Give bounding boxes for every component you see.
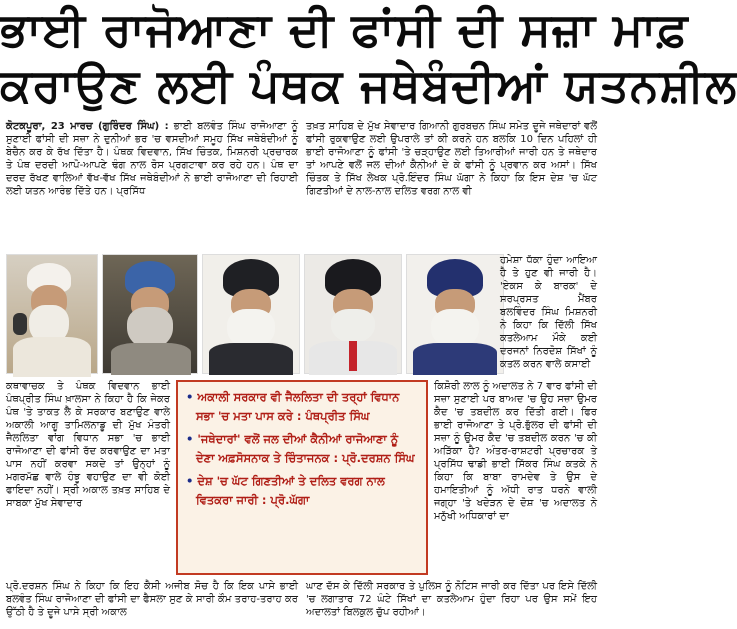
- paragraph-text: ਪ੍ਰੋ.ਦਰਸ਼ਨ ਸਿੰਘ ਨੇ ਕਿਹਾ ਕਿ ਇਹ ਕੈਸੀ ਅਜੀਬ ਸੋਚ ਹੈ ਕਿ ਇਕ ਪਾਸੇ ਭਾਈ ਬਲਵੰਤ ਸਿੰਘ ਰਾਜੋਆਣਾ ਦੀ ਫਾਂਸੀ ਦਾ ਫੈਸਲਾ ਸੁਣ ਕੇ ਸਾਰੀ ਕੌਮ ਤਰਾਹ-ਤਰਾਹ ਕਰ ਉੱਠੀ ਹੈ ਤੇ ਦੂਜੇ ਪਾਸੇ ਸ੍ਰੀ ਅਕਾਲ: [6, 581, 298, 618]
- headline-line-2: ਕਰਾਉਣ ਲਈ ਪੰਥਕ ਜਥੇਬੰਦੀਆਂ ਯਤਨਸ਼ੀਲ: [0, 58, 737, 112]
- paragraph-text: ਕਥਾਵਾਚਕ ਤੇ ਪੰਥਕ ਵਿਦਵਾਨ ਭਾਈ ਪੰਥਪ੍ਰੀਤ ਸਿੰਘ ਖ਼ਾਲਸਾ ਨੇ ਕਿਹਾ ਹੈ ਕਿ ਜੇਕਰ ਪੰਥ 'ਤੇ ਤਾਕਤ ਲੈ ਕੇ ਸਰਕਾਰ ਬਣਾਉਣ ਵਾਲੇ ਅਕਾਲੀ ਆਗੂ ਤਾਮਿਲਨਾਡੂ ਦੀ ਮੁੱਖ ਮੰਤਰੀ ਜੈਲਲਿਤਾ ਵਾਂਗ ਵਿਧਾਨ ਸਭਾ 'ਚ ਭਾਈ ਰਾਜੋਆਣਾ ਦੀ ਫਾਂਸੀ ਰੱਦ ਕਰਵਾਉਣ ਦਾ ਮਤਾ ਪਾਸ ਨਹੀਂ ਕਰਵਾ ਸਕਦੇ ਤਾਂ ਉਨ੍ਹਾਂ ਨੂੰ ਮਗਰਮੱਛ ਵਾਲੇ ਹੰਝੂ ਵਹਾਉਣ ਦਾ ਵੀ ਕੋਈ ਫਾਇਦਾ ਨਹੀਂ। ਸ੍ਰੀ ਅਕਾਲ ਤਖ਼ਤ ਸਾਹਿਬ ਦੇ ਸਾਬਕਾ ਮੁੱਖ ਸੇਵਾਦਾਰ: [6, 381, 170, 509]
- article-column-bottom-left: [6, 380, 170, 576]
- microphone-icon: [13, 313, 27, 335]
- photo-person-2: [102, 254, 198, 374]
- bullet-icon: •: [186, 432, 194, 446]
- photo-speaker: [6, 254, 98, 374]
- article-column-top-right: [306, 120, 597, 248]
- pullquote-box: [176, 380, 428, 575]
- photo-person-3: [202, 254, 300, 374]
- pullquote-3: • ਦੇਸ਼ 'ਚ ਘੱਟ ਗਿਣਤੀਆਂ ਤੇ ਦਲਿਤ ਵਰਗ ਨਾਲ ਵਿਤਕਰਾ ਜਾਰੀ : ਪ੍ਰੋ.ਘੱਗਾ: [186, 474, 385, 507]
- dateline: ਕੋਟਕਪੂਰਾ, 23 ਮਾਰਚ (ਗੁਰਿੰਦਰ ਸਿੰਘ) :: [6, 121, 169, 132]
- article-column-top-left: [6, 120, 298, 248]
- bullet-icon: •: [186, 474, 194, 488]
- headline-line-1: ਭਾਈ ਰਾਜੋਆਣਾ ਦੀ ਫਾਂਸੀ ਦੀ ਸਜ਼ਾ ਮਾਫ਼: [0, 2, 689, 56]
- paragraph-text: ਹਮੇਸ਼ਾ ਧੱਕਾ ਹੁੰਦਾ ਆਇਆ ਹੈ ਤੇ ਹੁਣ ਵੀ ਜਾਰੀ ਹੈ। 'ਏਕਸ ਕੇ ਬਾਰਕ' ਦੇ ਸਰਪ੍ਰਸਤ ਮੈਂਬਰ ਬਲਵਿੰਦਰ ਸਿੰਘ ਮਿਸ਼ਨਰੀ ਨੇ ਕਿਹਾ ਕਿ ਦਿੱਲੀ ਸਿੱਖ ਕਤਲੇਆਮ ਮੌਕੇ ਕਈ ਦਰਜਨਾਂ ਨਿਰਦੋਸ਼ ਸਿੱਖਾਂ ਨੂੰ ਕਤਲ ਕਰਨ ਵਾਲੇ ਕਸਾਈ: [500, 255, 597, 370]
- photo-person-5: [406, 254, 504, 374]
- pullquote-1: • ਅਕਾਲੀ ਸਰਕਾਰ ਵੀ ਜੈਲਲਿਤਾ ਦੀ ਤਰ੍ਹਾਂ ਵਿਧਾਨ ਸਭਾ 'ਚ ਮਤਾ ਪਾਸ ਕਰੇ : ਪੰਥਪ੍ਰੀਤ ਸਿੰਘ: [186, 390, 400, 423]
- article-column-footer-left: [6, 580, 298, 626]
- article-column-right-mid: [500, 254, 597, 376]
- article-column-bottom-right: [434, 380, 597, 576]
- pullquote-2: • 'ਜਥੇਦਾਰਾਂ' ਵਲੋਂ ਜਲ ਦੀਆਂ ਕੈਨੀਆਂ ਰਾਜੋਆਣਾ ਨੂੰ ਦੇਣਾ ਅਫ਼ਸੋਸਨਾਕ ਤੇ ਚਿੰਤਾਜਨਕ : ਪ੍ਰੋ.ਦਰਸ਼ਨ ਸਿੰਘ: [186, 432, 415, 465]
- paragraph-text: ਘਾਣ ਦੱਸ ਕੇ ਦਿੱਲੀ ਸਰਕਾਰ ਤੇ ਪੁਲਿਸ ਨੂੰ ਨੋਟਿਸ ਜਾਰੀ ਕਰ ਦਿੱਤਾ ਪਰ ਇਸੇ ਦਿੱਲੀ 'ਚ ਲਗਾਤਾਰ 72 ਘੰਟੇ ਸਿੱਖਾਂ ਦਾ ਕਤਲੇਆਮ ਹੁੰਦਾ ਰਿਹਾ ਪਰ ਉਸ ਸਮੇਂ ਇਹ ਅਦਾਲਤਾਂ ਬਿਲਕੁਲ ਚੁੱਪ ਰਹੀਆਂ।: [306, 581, 597, 618]
- paragraph-text: ਭਾਈ ਬਲਵੰਤ ਸਿੰਘ ਰਾਜੋਆਣਾ ਨੂੰ ਸੁਣਾਈ ਫਾਂਸੀ ਦੀ ਸਜ਼ਾ ਨੇ ਦੁਨੀਆਂ ਭਰ 'ਚ ਵਸਦੀਆਂ ਸਮੂਹ ਸਿੱਖ ਜਥੇਬੰਦੀਆਂ ਨੂੰ ਬੇਚੈਨ ਕਰ ਕੇ ਰੱਖ ਦਿੱਤਾ ਹੈ। ਪੰਥਕ ਵਿਦਵਾਨ, ਸਿੱਖ ਚਿੰਤਕ, ਮਿਸ਼ਨਰੀ ਪ੍ਰਚਾਰਕ ਤੇ ਪੰਥ ਦਰਦੀ ਆਪੋ-ਆਪਣੇ ਢੰਗ ਨਾਲ ਰੋਸ ਪ੍ਰਗਟਾਵਾ ਕਰ ਰਹੇ ਹਨ। ਪੰਥ ਦਾ ਦਰਦ ਰੱਖਣ ਵਾਲਿਆਂ ਵੱਖ-ਵੱਖ ਸਿੱਖ ਜਥੇਬੰਦੀਆਂ ਨੇ ਭਾਈ ਰਾਜੋਆਣਾ ਦੀ ਰਿਹਾਈ ਲਈ ਯਤਨ ਆਰੰਭ ਦਿੱਤੇ ਹਨ। ਪ੍ਰਸਿੱਧ: [6, 121, 298, 197]
- bullet-icon: •: [186, 390, 194, 404]
- article-column-footer-right: [306, 580, 597, 626]
- photo-person-4: [304, 254, 402, 374]
- paragraph-text: ਕਿਸ਼ੋਰੀ ਲਾਲ ਨੂੰ ਅਦਾਲਤ ਨੇ 7 ਵਾਰ ਫਾਂਸੀ ਦੀ ਸਜ਼ਾ ਸੁਣਾਈ ਪਰ ਬਾਅਦ 'ਚ ਉਹ ਸਜ਼ਾ ਉਮਰ ਕੈਦ 'ਚ ਤਬਦੀਲ ਕਰ ਦਿੱਤੀ ਗਈ। ਫਿਰ ਭਾਈ ਰਾਜੋਆਣਾ ਤੇ ਪ੍ਰੋ.ਭੁੱਲਰ ਦੀ ਫਾਂਸੀ ਦੀ ਸਜ਼ਾ ਨੂੰ ਉਮਰ ਕੈਦ 'ਚ ਤਬਦੀਲ ਕਰਨ 'ਚ ਕੀ ਅੜਿੱਕਾ ਹੈ? ਅੰਤਰ-ਰਾਸ਼ਟਰੀ ਪ੍ਰਚਾਰਕ ਤੇ ਪ੍ਰਸਿੱਧ ਢਾਡੀ ਭਾਈ ਸਿੱਕਰ ਸਿੰਘ ਕਤਕੇ ਨੇ ਕਿਹਾ ਕਿ ਬਾਬਾ ਰਾਮਦੇਵ ਤੇ ਉਸ ਦੇ ਹਮਾਇਤੀਆਂ ਨੂੰ ਅੱਧੀ ਰਾਤ ਧਰਨੇ ਵਾਲੀ ਜਗ੍ਹਾ 'ਤੇ ਖਦੇੜਨ ਦੇ ਦੋਸ਼ 'ਚ ਅਦਾਲਤ ਨੇ ਮਨੁੱਖੀ ਅਧਿਕਾਰਾਂ ਦਾ: [434, 381, 597, 522]
- paragraph-text: ਤਖ਼ਤ ਸਾਹਿਬ ਦੇ ਮੁੱਖ ਸੇਵਾਦਾਰ ਗਿਆਨੀ ਗੁਰਬਚਨ ਸਿੰਘ ਸਮੇਤ ਦੂਜੇ ਜਥੇਦਾਰਾਂ ਵਲੋਂ ਫਾਂਸੀ ਰੁਕਵਾਉਣ ਲਈ ਉਪਰਾਲੇ ਤਾਂ ਕੀ ਕਰਨੇ ਹਨ ਬਲਕਿ 10 ਦਿਨ ਪਹਿਲਾਂ ਹੀ ਭਾਈ ਰਾਜੋਆਣਾ ਨੂੰ ਫਾਂਸੀ 'ਤੇ ਚੜ੍ਹਾਉਣ ਲਈ ਤਿਆਰੀਆਂ ਜਾਰੀ ਹਨ ਤੇ ਜਥੇਦਾਰ ਤਾਂ ਆਪਣੇ ਵਲੋਂ ਜਲ ਦੀਆਂ ਕੈਨੀਆਂ ਦੇ ਕੇ ਫਾਂਸੀ ਨੂੰ ਪ੍ਰਵਾਨ ਕਰ ਅਸਾਂ। ਸਿੱਖ ਚਿੰਤਕ ਤੇ ਸਿੱਖ ਲੇਖਕ ਪ੍ਰੋ.ਇੰਦਰ ਸਿੰਘ ਘੱਗਾ ਨੇ ਕਿਹਾ ਕਿ ਇਸ ਦੇਸ਼ 'ਚ ਘੱਟ ਗਿਣਤੀਆਂ ਦੇ ਨਾਲ-ਨਾਲ ਦਲਿਤ ਵਰਗ ਨਾਲ ਵੀ: [306, 121, 597, 197]
